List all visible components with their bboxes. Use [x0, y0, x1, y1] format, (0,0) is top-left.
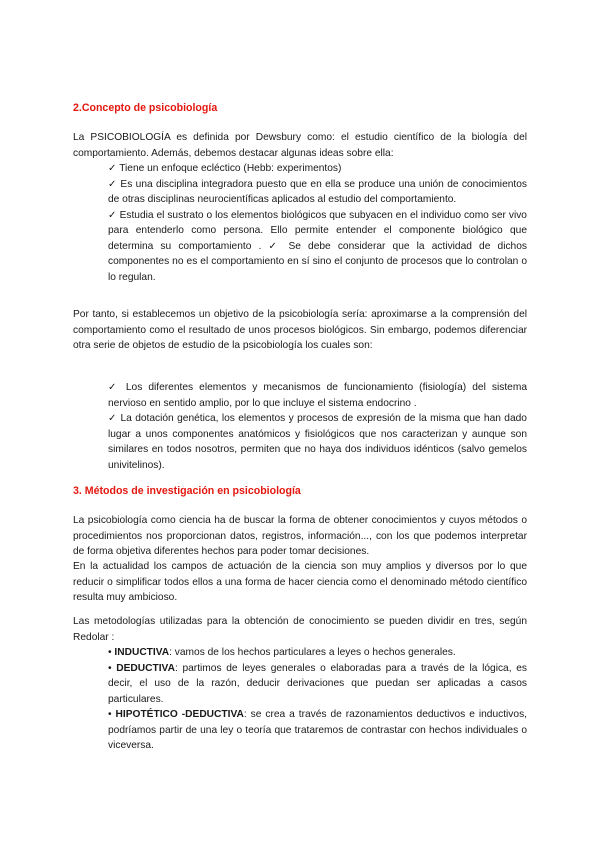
characteristics-list: [108, 161, 527, 285]
check-icon: ✓: [268, 240, 282, 252]
science-paragraph: La psicobiología como ciencia ha de buscar la forma de obtener conocimientos y cuyos métodos o procedimientos nos proporcionan datos, registros, información..., con los que podemos interpretar de forma objetiva diferentes hechos para poder tomar decisiones.: [73, 515, 527, 557]
check-icon: ✓: [108, 178, 118, 190]
section-heading-metodos: 3. Métodos de investigación en psicobiología: [73, 485, 301, 497]
list-item: ✓ La dotación genética, los elementos y procesos de expresión de la misma que han dado lugar a unos componentes anatómicos y fisiológicos que nos caracterizan y aunque son similares en todos nosotros, permiten que no haya dos individuos idénticos (salvo gemelos univitelinos).: [108, 413, 527, 471]
bullet-icon: •: [108, 647, 112, 658]
study-objects-list: [108, 380, 527, 473]
list-item: ✓ Los diferentes elementos y mecanismos de funcionamiento (fisiología) del sistema nervioso en sentido amplio, por lo que incluye el sistema endocrino .: [108, 382, 527, 409]
check-icon: ✓: [108, 163, 117, 174]
list-item: • INDUCTIVA: vamos de los hechos particulares a leyes o hechos generales.: [108, 647, 456, 658]
check-icon: ✓: [108, 413, 118, 424]
intro-paragraph: La PSICOBIOLOGÍA es definida por Dewsbury como: el estudio científico de la biología del comportamiento. Además, debemos destacar algunas ideas sobre ella:: [73, 132, 527, 159]
scope-paragraph: En la actualidad los campos de actuación de la ciencia son muy amplios y diversos por lo que reducir o simplificar todos ellos a una forma de hacer ciencia como el denominado método científico resulta muy ambicioso.: [73, 561, 527, 603]
methodologies-paragraph: Las metodologías utilizadas para la obtención de conocimiento se pueden dividir en tres, según Redolar :: [73, 616, 527, 643]
list-item: ✓ Es una disciplina integradora puesto que en ella se produce una unión de conocimientos de otras disciplinas neurocientíficas aplicados al estudio del comportamiento.: [108, 178, 527, 205]
check-icon: ✓: [108, 382, 120, 393]
check-icon: ✓: [108, 209, 117, 221]
section-heading-concepto: 2.Concepto de psicobiología: [73, 102, 218, 114]
list-item: • HIPOTÉTICO -DEDUCTIVA: se crea a través de razonamientos deductivos e inductivos, podríamos partir de una ley o teoría que trataremos de contrastar con hechos individuales o viceversa.: [108, 709, 527, 751]
methods-list: [108, 645, 527, 754]
list-item: ✓ Estudia el sustrato o los elementos biológicos que subyacen en el individuo como ser vivo para entenderlo como persona. Ello permite entender el componente biológico que determina su comportamiento . ✓ Se debe considerar que la actividad de dichos componentes no es el comportamiento en sí sino el conjunto de procesos que lo controlan o lo regulan.: [108, 209, 527, 283]
bullet-icon: •: [108, 662, 112, 674]
list-item: ✓ Tiene un enfoque ecléctico (Hebb: experimentos): [108, 163, 342, 174]
objective-paragraph: Por tanto, si establecemos un objetivo de la psicobiología sería: aproximarse a la comprensión del comportamiento como el resultado de unos procesos biológicos. Sin embargo, podemos diferenciar otra serie de objetos de estudio de la psicobiología los cuales son:: [73, 309, 527, 351]
list-item: • DEDUCTIVA: partimos de leyes generales o elaboradas para a través de la lógica, es decir, el uso de la razón, deducir derivaciones que puedan ser aplicadas a casos particulares.: [108, 662, 528, 705]
bullet-icon: •: [108, 709, 112, 720]
